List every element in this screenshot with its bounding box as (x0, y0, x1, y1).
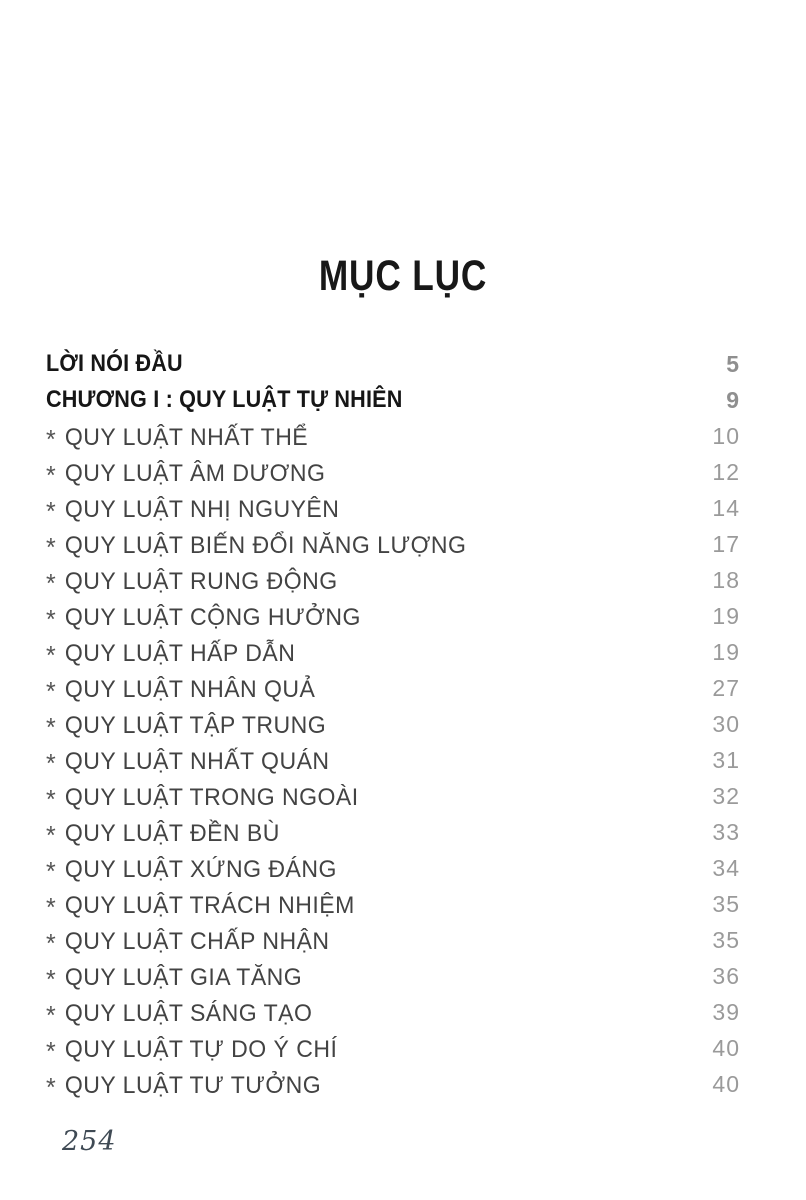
toc-row (46, 346, 740, 382)
toc-entry-label: * QUY LUẬT BIẾN ĐỔI NĂNG LƯỢNG (46, 531, 467, 562)
toc-row (46, 814, 740, 850)
toc-entry-label: * QUY LUẬT TRONG NGOÀI (46, 783, 359, 814)
toc-row (46, 742, 740, 778)
asterisk-icon: * (46, 567, 57, 598)
asterisk-icon: * (46, 1071, 57, 1102)
asterisk-icon: * (46, 1035, 57, 1066)
toc-entry-label: LỜI NÓI ĐẦU (46, 350, 183, 377)
toc-row (46, 526, 740, 562)
toc-entry-label: * QUY LUẬT TỰ DO Ý CHÍ (46, 1035, 338, 1066)
toc-entry-label: * QUY LUẬT TƯ TƯỞNG (46, 1071, 322, 1102)
toc-entry-page-number: 30 (712, 710, 740, 737)
asterisk-icon: * (46, 891, 57, 922)
asterisk-icon: * (46, 855, 57, 886)
toc-row (46, 922, 740, 958)
toc-entry-label: * QUY LUẬT NHẤT QUÁN (46, 747, 330, 778)
toc-entry-page-number: 27 (712, 674, 740, 701)
toc-row (46, 886, 740, 922)
toc-entry-page-number: 35 (712, 890, 740, 917)
toc-entry-page-number: 40 (712, 1034, 740, 1061)
toc-row (46, 1030, 740, 1066)
toc-entry-page-number: 19 (712, 602, 740, 629)
toc-row (46, 490, 740, 526)
toc-entry-label: * QUY LUẬT RUNG ĐỘNG (46, 567, 338, 598)
toc-entry-label: * QUY LUẬT HẤP DẪN (46, 639, 296, 670)
toc-entry-label: * QUY LUẬT XỨNG ĐÁNG (46, 855, 337, 886)
toc-entry-label: * QUY LUẬT SÁNG TẠO (46, 999, 313, 1030)
toc-entry-label: * QUY LUẬT TRÁCH NHIỆM (46, 891, 355, 922)
toc-entry-page-number: 17 (712, 530, 740, 557)
toc-entry-page-number: 19 (712, 638, 740, 665)
asterisk-icon: * (46, 747, 57, 778)
toc-entry-label: CHƯƠNG I : QUY LUẬT TỰ NHIÊN (46, 386, 403, 413)
toc-entry-label: * QUY LUẬT NHẤT THỂ (46, 423, 309, 454)
asterisk-icon: * (46, 639, 57, 670)
asterisk-icon: * (46, 531, 57, 562)
toc-row (46, 562, 740, 598)
asterisk-icon: * (46, 423, 57, 454)
toc-entry-page-number: 18 (712, 566, 740, 593)
toc-row (46, 634, 740, 670)
toc-entry-page-number: 31 (712, 746, 740, 773)
toc-row (46, 418, 740, 454)
toc-entry-label: * QUY LUẬT ĐỀN BÙ (46, 819, 280, 850)
toc-row (46, 850, 740, 886)
toc-row (46, 670, 740, 706)
toc-entry-page-number: 32 (712, 782, 740, 809)
toc-row (46, 994, 740, 1030)
toc-entry-label: * QUY LUẬT NHÂN QUẢ (46, 675, 316, 706)
toc-row (46, 958, 740, 994)
page-title: MỤC LỤC (318, 252, 488, 300)
toc-entry-page-number: 34 (712, 854, 740, 881)
asterisk-icon: * (46, 927, 57, 958)
asterisk-icon: * (46, 459, 57, 490)
asterisk-icon: * (46, 783, 57, 814)
toc-list (46, 346, 740, 1102)
toc-entry-page-number: 35 (712, 926, 740, 953)
toc-entry-page-number: 33 (712, 818, 740, 845)
toc-entry-label: * QUY LUẬT ÂM DƯƠNG (46, 459, 326, 490)
toc-row (46, 454, 740, 490)
toc-entry-page-number: 40 (712, 1070, 740, 1097)
toc-entry-label: * QUY LUẬT NHỊ NGUYÊN (46, 495, 340, 526)
toc-entry-label: * QUY LUẬT TẬP TRUNG (46, 711, 327, 742)
toc-entry-label: * QUY LUẬT CỘNG HƯỞNG (46, 603, 361, 634)
toc-entry-page-number: 14 (712, 494, 740, 521)
asterisk-icon: * (46, 963, 57, 994)
toc-row (46, 382, 740, 418)
toc-row (46, 1066, 740, 1102)
asterisk-icon: * (46, 495, 57, 526)
asterisk-icon: * (46, 675, 57, 706)
toc-row (46, 778, 740, 814)
asterisk-icon: * (46, 603, 57, 634)
toc-entry-page-number: 10 (712, 422, 740, 449)
asterisk-icon: * (46, 711, 57, 742)
page-number-footer: 254 (62, 1126, 117, 1157)
toc-row (46, 706, 740, 742)
toc-entry-label: * QUY LUẬT CHẤP NHẬN (46, 927, 330, 958)
toc-entry-page-number: 39 (712, 998, 740, 1025)
asterisk-icon: * (46, 999, 57, 1030)
toc-entry-page-number: 9 (726, 386, 740, 413)
toc-entry-page-number: 36 (712, 962, 740, 989)
asterisk-icon: * (46, 819, 57, 850)
toc-entry-page-number: 5 (726, 350, 740, 377)
toc-entry-label: * QUY LUẬT GIA TĂNG (46, 963, 303, 994)
toc-entry-page-number: 12 (712, 458, 740, 485)
toc-row (46, 598, 740, 634)
